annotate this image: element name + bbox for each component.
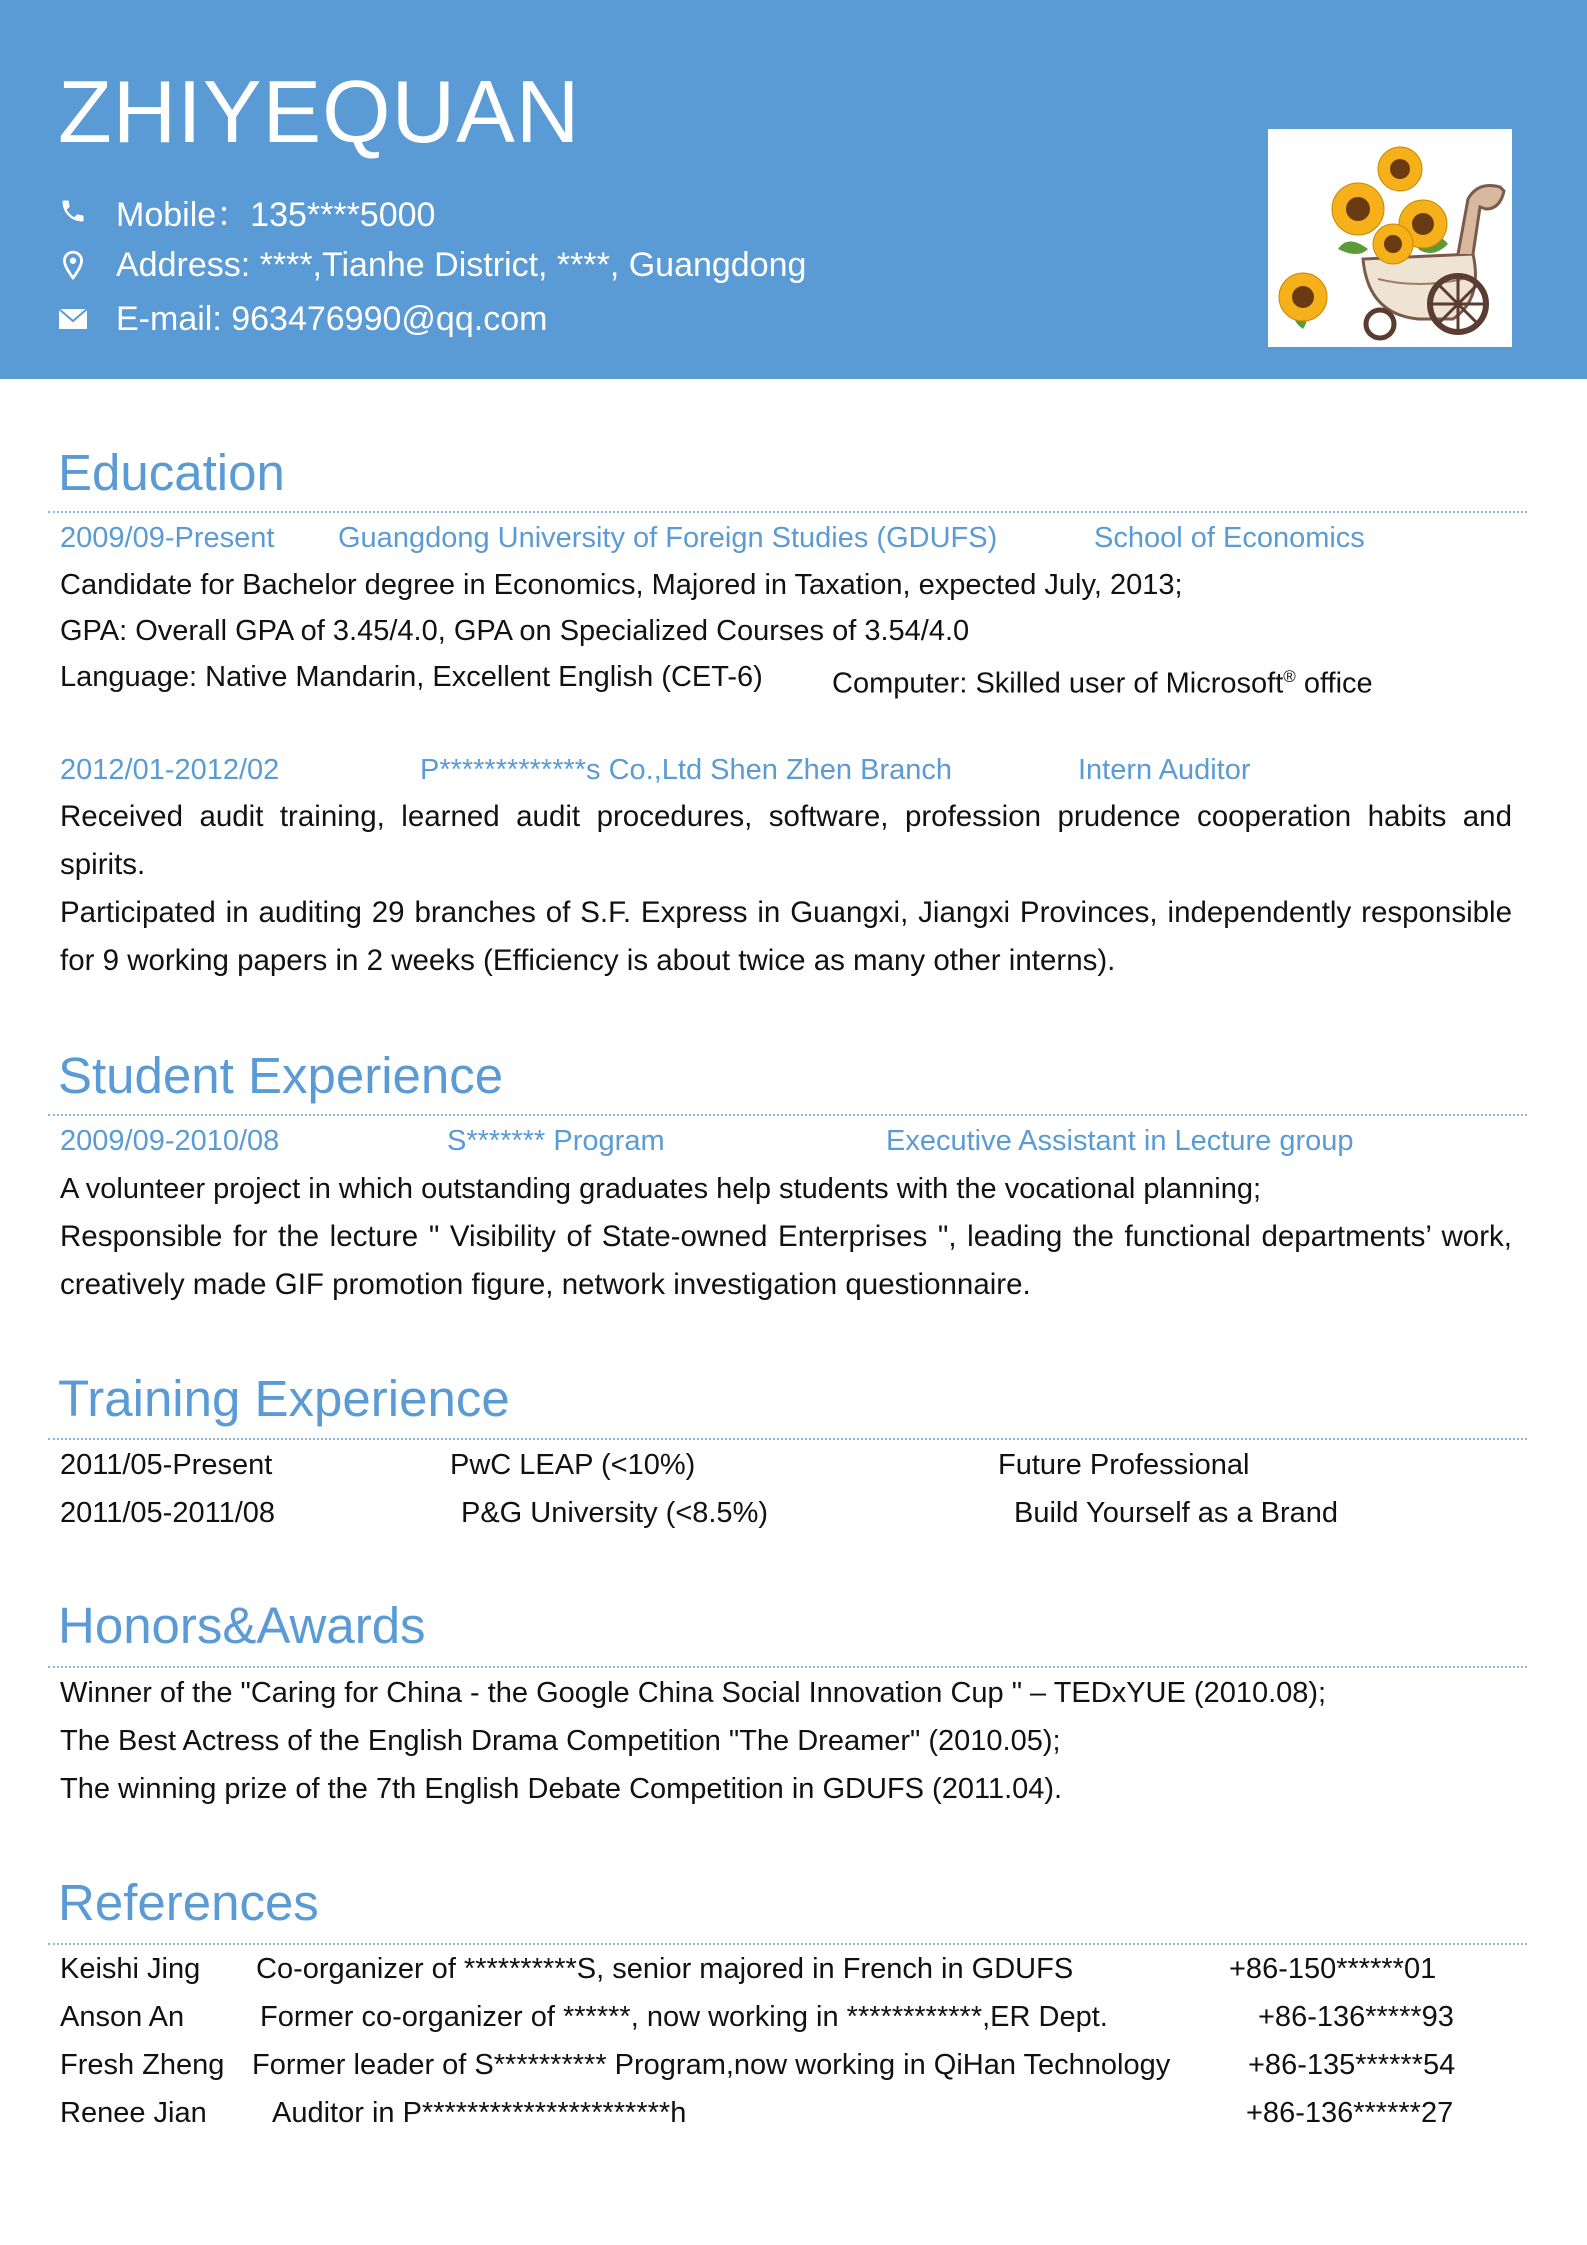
training-date: 2011/05-2011/08 <box>60 1497 276 1529</box>
profile-photo <box>1268 129 1512 347</box>
reference-phone: +86-135******54 <box>1248 2049 1456 2081</box>
section-divider <box>48 1114 1527 1116</box>
mobile-text: Mobile：135****5000 <box>116 195 436 234</box>
education-date-2: 2012/01-2012/02 <box>60 754 280 786</box>
contact-email <box>58 297 547 341</box>
contact-address <box>58 243 806 287</box>
training-topic: Build Yourself as a Brand <box>1014 1497 1339 1529</box>
phone-icon <box>58 196 88 226</box>
education-degree-line: Candidate for Bachelor degree in Economics, Majored in Taxation, expected July, 2013; <box>60 569 1183 601</box>
reference-name: Keishi Jing <box>60 1953 201 1985</box>
header-banner <box>0 0 1587 379</box>
section-title-education: Education <box>58 444 285 501</box>
reference-name: Anson An <box>60 2001 185 2033</box>
reference-phone: +86-136******27 <box>1246 2097 1454 2129</box>
candidate-name: ZHIYEQUAN <box>58 62 581 161</box>
reference-phone: +86-136*****93 <box>1258 2001 1454 2033</box>
contact-mobile <box>58 189 435 233</box>
honor-item: The winning prize of the 7th English Debate Competition in GDUFS (2011.04). <box>60 1773 1063 1805</box>
education-org-1: Guangdong University of Foreign Studies (GDUFS) <box>338 522 998 554</box>
reference-name: Renee Jian <box>60 2097 207 2129</box>
mail-icon <box>58 304 88 334</box>
education-internship-para-1: Received audit training, learned audit procedures, software, profession prudence cooperation habits and spirits. <box>60 800 1512 881</box>
section-title-honors-awards: Honors&Awards <box>58 1597 426 1654</box>
education-internship-para-2: Participated in auditing 29 branches of S.F. Express in Guangxi, Jiangxi Provinces, independently responsible for 9 working papers in 2 weeks (Efficiency is about twice as many other interns). <box>60 896 1512 977</box>
section-divider <box>48 1943 1527 1945</box>
training-topic: Future Professional <box>998 1449 1250 1481</box>
reference-description: Former co-organizer of ******, now working in ************,ER Dept. <box>260 2001 1108 2033</box>
reference-description: Co-organizer of **********S, senior majored in French in GDUFS <box>256 1953 1074 1985</box>
student-para: Responsible for the lecture " Visibility of State-owned Enterprises ", leading the functional departments’ work, creatively made GIF promotion figure, network investigation questionnaire. <box>60 1220 1512 1301</box>
section-divider <box>48 1438 1527 1440</box>
section-title-student-experience: Student Experience <box>58 1047 504 1104</box>
section-divider <box>48 1666 1527 1668</box>
education-computer-line: Computer: Skilled user of Microsoft® office <box>832 667 1373 700</box>
student-line-1: A volunteer project in which outstanding graduates help students with the vocational planning; <box>60 1173 1262 1205</box>
email-text: E-mail: 963476990@qq.com <box>116 299 548 338</box>
location-pin-icon <box>58 250 88 280</box>
student-date: 2009/09-2010/08 <box>60 1125 280 1157</box>
honor-item: The Best Actress of the English Drama Competition "The Dreamer" (2010.05); <box>60 1725 1061 1757</box>
student-org: S******* Program <box>447 1125 665 1157</box>
section-title-training-experience: Training Experience <box>58 1370 510 1427</box>
address-text: Address: ****,Tianhe District, ****, Guangdong <box>116 245 807 284</box>
honor-item: Winner of the "Caring for China - the Google China Social Innovation Cup " – TEDxYUE (2010.08); <box>60 1677 1327 1709</box>
training-program: PwC LEAP (<10%) <box>450 1449 696 1481</box>
training-date: 2011/05-Present <box>60 1449 273 1481</box>
student-role: Executive Assistant in Lecture group <box>886 1125 1354 1157</box>
education-org-2: P*************s Co.,Ltd Shen Zhen Branch <box>420 754 952 786</box>
reference-phone: +86-150******01 <box>1229 1953 1437 1985</box>
education-role-2: Intern Auditor <box>1078 754 1251 786</box>
reference-description: Auditor in P**********************h <box>272 2097 687 2129</box>
education-date-1: 2009/09-Present <box>60 522 275 554</box>
training-program: P&G University (<8.5%) <box>461 1497 769 1529</box>
education-role-1: School of Economics <box>1094 522 1365 554</box>
section-title-references: References <box>58 1874 319 1931</box>
education-gpa-line: GPA: Overall GPA of 3.45/4.0, GPA on Specialized Courses of 3.54/4.0 <box>60 615 970 647</box>
education-language-line: Language: Native Mandarin, Excellent English (CET-6) <box>60 661 763 693</box>
reference-name: Fresh Zheng <box>60 2049 225 2081</box>
reference-description: Former leader of S********** Program,now working in QiHan Technology <box>252 2049 1171 2081</box>
section-divider <box>48 511 1527 513</box>
